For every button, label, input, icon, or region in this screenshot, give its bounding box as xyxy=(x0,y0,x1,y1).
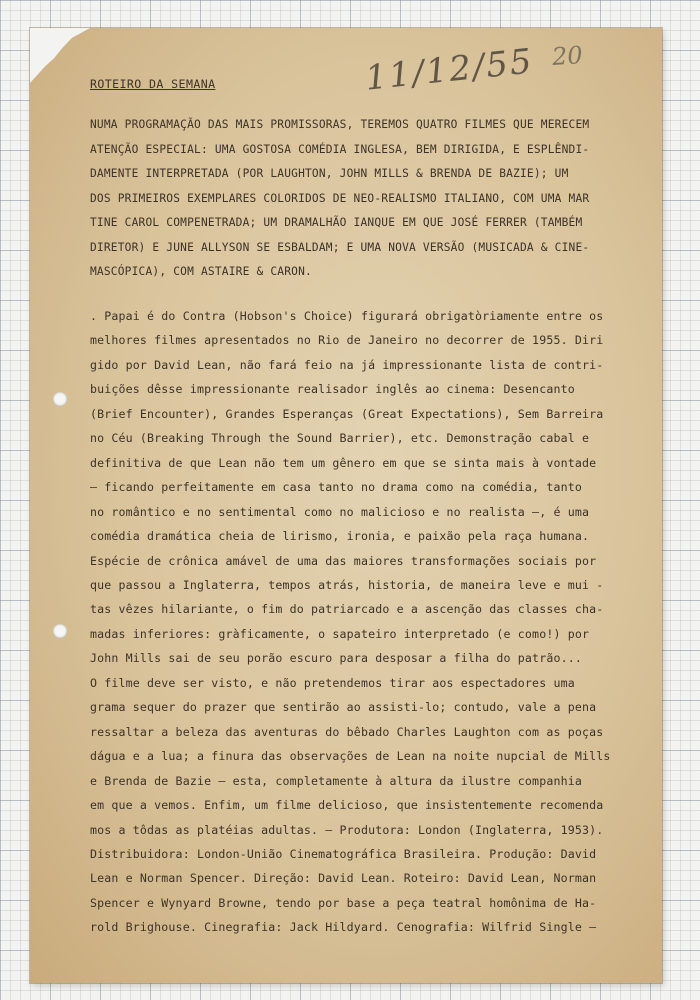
body-line: e Brenda de Bazie — esta, completamente à altura da ilustre companhia xyxy=(90,773,582,788)
intro-line: TINE CAROL COMPENETRADA; UM DRAMALHÃO IANQUE EM QUE JOSÉ FERRER (TAMBÉM xyxy=(90,216,583,229)
body-line: Spencer e Wynyard Browne, tendo por base a peça teatral homônima de Ha- xyxy=(90,895,597,910)
page-heading: ROTEIRO DA SEMANA xyxy=(90,77,216,91)
intro-line: MASCÓPICA), COM ASTAIRE & CARON. xyxy=(90,265,312,278)
body-line: (Brief Encounter), Grandes Esperanças (Great Expectations), Sem Barreira xyxy=(90,406,604,421)
body-line: Lean e Norman Spencer. Direção: David Lean. Roteiro: David Lean, Norman xyxy=(90,871,597,886)
punch-hole xyxy=(53,392,67,406)
body-line: . Papai é do Contra (Hobson's Choice) figurará obrigatòriamente entre os xyxy=(90,309,604,323)
body-line: comédia dramática cheia de lirismo, ironia, e paixão pela raça humana. xyxy=(90,529,590,544)
body-line: John Mills sai de seu porão escuro para desposar a filha do patrão... xyxy=(90,651,582,666)
body-line: definitiva de que Lean não tem um gênero em que se sinta mais à vontade xyxy=(90,455,597,470)
body-line: — ficando perfeitamente em casa tanto no drama como na comédia, tanto xyxy=(90,480,582,495)
body-line: ressaltar a beleza das aventuras do bêbado Charles Laughton com as poças xyxy=(90,724,604,739)
body-line: grama sequer do prazer que sentirão ao assisti-lo; contudo, vale a pena xyxy=(90,700,597,715)
body-line: buições dêsse impressionante realisador inglês ao cinema: Desencanto xyxy=(90,382,575,397)
punch-hole xyxy=(53,624,67,638)
body-line: em que a vemos. Enfim, um filme delicioso, que insistentemente recomenda xyxy=(90,798,604,813)
body-line: no Céu (Breaking Through the Sound Barrier), etc. Demonstração cabal e xyxy=(90,431,590,446)
review-paragraph xyxy=(90,304,611,940)
handwritten-page-number: 20 xyxy=(551,40,584,72)
typewritten-page xyxy=(30,28,662,983)
intro-paragraph xyxy=(90,113,589,285)
body-line: dágua e a lua; a finura das observações de Lean na noite nupcial de Mills xyxy=(90,749,611,764)
handwritten-date: 11/12/55 xyxy=(363,41,536,99)
body-line: madas inferiores: gràficamente, o sapateiro interpretado (e como!) por xyxy=(90,626,590,641)
body-line: gido por David Lean, não fará feio na já impressionante lista de contri- xyxy=(90,357,604,372)
body-line: tas vêzes hilariante, o fim do patriarcado e a ascenção das classes cha- xyxy=(90,602,604,617)
body-line: mos a tôdas as platéias adultas. — Produtora: London (Inglaterra, 1953). xyxy=(90,822,604,837)
body-line: melhores filmes apresentados no Rio de Janeiro no decorrer de 1955. Diri xyxy=(90,333,604,348)
body-line: no romântico e no sentimental como no malicioso e no realista —, é uma xyxy=(90,504,590,519)
body-line: Distribuidora: London-União Cinematográfica Brasileira. Produção: David xyxy=(90,846,597,861)
body-line: que passou a Inglaterra, tempos atrás, historia, de maneira leve e mui - xyxy=(90,577,604,592)
body-line: rold Brighouse. Cinegrafia: Jack Hildyard. Cenografia: Wilfrid Single — xyxy=(90,920,597,935)
intro-line: DOS PRIMEIROS EXEMPLARES COLORIDOS DE NEO-REALISMO ITALIANO, COM UMA MAR xyxy=(90,191,590,205)
body-line: O filme deve ser visto, e não pretendemos tirar aos espectadores uma xyxy=(90,675,575,690)
torn-corner xyxy=(30,28,90,83)
intro-line: DAMENTE INTERPRETADA (POR LAUGHTON, JOHN MILLS & BRENDA DE BAZIE); UM xyxy=(90,167,569,180)
intro-line: NUMA PROGRAMAÇÃO DAS MAIS PROMISSORAS, TEREMOS QUATRO FILMES QUE MERECEM xyxy=(90,118,590,131)
intro-line: ATENÇÃO ESPECIAL: UMA GOSTOSA COMÉDIA INGLESA, BEM DIRIGIDA, E ESPLÊNDI- xyxy=(90,142,590,156)
intro-line: DIRETOR) E JUNE ALLYSON SE ESBALDAM; E UMA NOVA VERSÃO (MUSICADA & CINE- xyxy=(90,240,590,254)
body-line: Espécie de crônica amável de uma das maiores transformações sociais por xyxy=(90,553,597,568)
